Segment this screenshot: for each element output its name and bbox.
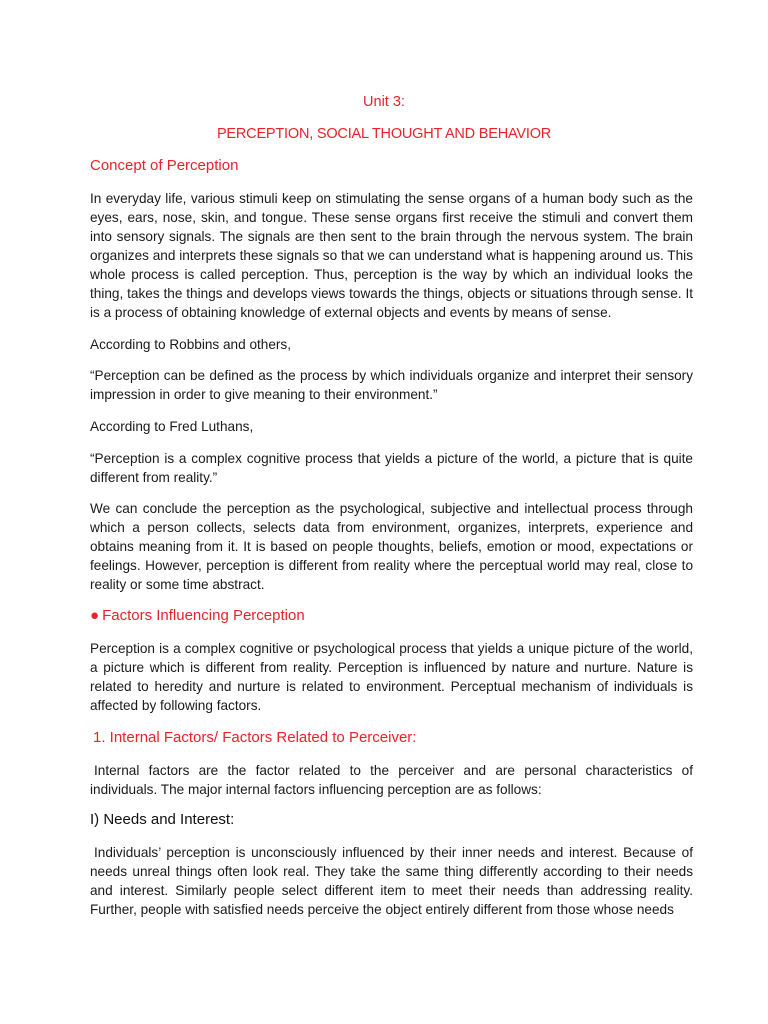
internal-factors-heading: 1. Internal Factors/ Factors Related to Perceiver:: [93, 729, 417, 746]
paragraph-factors: Perception is a complex cognitive or psychological process that yields a unique picture of the world, a picture which is different from reality. Perception is influenced by nature and nurture. Nature is related to heredity and nurture is related to environment. Perceptual mechanism of individuals is affected by following factors.: [90, 641, 693, 713]
luthans-intro: According to Fred Luthans,: [90, 419, 254, 434]
robbins-quote: “Perception can be defined as the process by which individuals organize and interpret their sensory impression in order to give meaning to their environment.”: [90, 368, 693, 402]
factors-heading: [90, 607, 305, 625]
robbins-intro: According to Robbins and others,: [90, 337, 292, 352]
paragraph-needs: Individuals’ perception is unconsciously influenced by their inner needs and interest. Because of needs unreal things often look real. They take the same thing differently according to their needs and interest. Similarly people select different item to meet their needs than addressing reality. Further, people with satisfied needs perceive the object entirely different from those whose needs: [90, 845, 693, 917]
document-title: PERCEPTION, SOCIAL THOUGHT AND BEHAVIOR: [216, 126, 552, 142]
unit-label: Unit 3:: [363, 94, 405, 110]
paragraph-intro: In everyday life, various stimuli keep on stimulating the sense organs of a human body such as the eyes, ears, nose, skin, and tongue. These sense organs first receive the stimuli and convert them into sensory signals. The signals are then sent to the brain through the nervous system. The brain organizes and interprets these signals so that we can understand what is happening around us. This whole process is called perception. Thus, perception is the way by which an individual looks the thing, takes the things and develops views towards the things, objects or situations through sense. It is a process of obtaining knowledge of external objects and events by means of sense.: [90, 191, 693, 320]
paragraph-internal: Internal factors are the factor related to the perceiver and are personal characteristics of individuals. The major internal factors influencing perception are as follows:: [90, 763, 693, 797]
needs-heading: I) Needs and Interest:: [90, 811, 235, 828]
paragraph-conclusion: We can conclude the perception as the psychological, subjective and intellectual process through which a person collects, selects data from environment, organizes, interprets, experience and obtains meaning from it. It is based on people thoughts, beliefs, emotion or mood, expectations or feelings. However, perception is different from reality where the perceptual world may real, close to reality or some time abstract.: [90, 501, 693, 592]
factors-heading-text: Factors Influencing Perception: [102, 607, 305, 624]
luthans-quote: “Perception is a complex cognitive process that yields a picture of the world, a picture that is quite different from reality.”: [90, 451, 693, 485]
concept-heading: Concept of Perception: [90, 157, 239, 174]
bullet-icon: ●: [90, 607, 100, 624]
